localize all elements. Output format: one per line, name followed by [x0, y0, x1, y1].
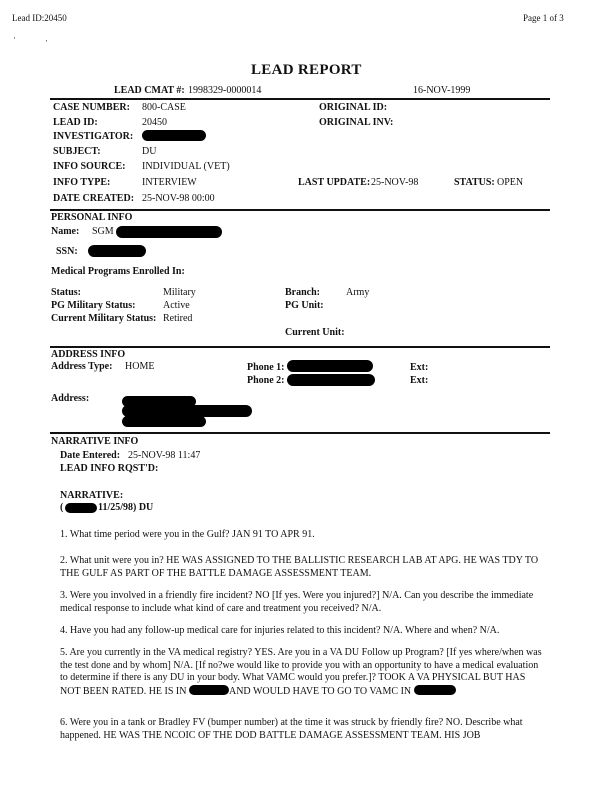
redaction-block	[142, 130, 206, 141]
narrative-question-5-end: TO VAMC IN	[353, 685, 412, 697]
header-lead-id: Lead ID:20450	[12, 13, 67, 23]
narrative-date: 11/25/98) DU	[98, 502, 154, 513]
divider	[50, 346, 550, 348]
original-inv-label: ORIGINAL INV:	[319, 117, 394, 128]
subject-value: DU	[142, 146, 157, 157]
status-value: Military	[163, 287, 196, 298]
info-type-label: INFO TYPE:	[53, 177, 111, 188]
report-date: 16-NOV-1999	[413, 85, 471, 96]
lead-id-value: 20450	[142, 117, 167, 128]
current-military-status-value: Retired	[163, 313, 193, 324]
date-entered-label: Date Entered:	[60, 450, 121, 461]
narrative-question-2: 2. What unit were you in? HE WAS ASSIGNED TO THE BALLISTIC RESEARCH LAB AT APG. HE WAS TDY TO THE GULF AS PART OF THE BATTLE DAMAGE ASSESSMENT TEAM.	[60, 555, 539, 579]
info-source-label: INFO SOURCE:	[53, 161, 126, 172]
narrative-question-1: 1. What time period were you in the Gulf? JAN 91 TO APR 91.	[60, 529, 315, 540]
ext2-label: Ext:	[410, 375, 429, 386]
date-created-value: 25-NOV-98 00:00	[142, 193, 215, 204]
divider	[50, 432, 550, 434]
address-type-label: Address Type:	[51, 361, 113, 372]
status-label: STATUS:	[454, 177, 495, 188]
pg-unit-label: PG Unit:	[285, 300, 324, 311]
narrative-question-5-text: 5. Are you currently in the VA medical registry? YES. Are you in a VA DU Follow up Program? [If yes where/when was the test done and by whom] N/A. [If no?we would like to provide you with an opportunity to have a medical evaluation to determine if there is any DU in your body. What VAMC would you prefer.]? TOOK A VA PHYSICAL BUT HAS NOT BEEN RATED. HE IS IN	[60, 647, 542, 697]
lead-info-rqstd-label: LEAD INFO RQST'D:	[60, 463, 159, 474]
last-update-value: 25-NOV-98	[371, 177, 419, 188]
narrative-question-6: 6. Were you in a tank or Bradley FV (bumper number) at the time it was struck by friendly fire? NO. Describe what happened. HE WAS THE NCOIC OF THE DOD BATTLE DAMAGE ASSESSMENT TEAM. HIS JOB	[60, 717, 523, 741]
section-heading: NARRATIVE INFO	[51, 436, 139, 447]
redaction-block	[65, 503, 97, 513]
case-number-label: CASE NUMBER:	[53, 102, 130, 113]
address-label: Address:	[51, 393, 90, 404]
address-type-value: HOME	[125, 361, 155, 372]
pg-military-status-value: Active	[163, 300, 190, 311]
narrative-question-5	[60, 647, 542, 698]
date-created-label: DATE CREATED:	[53, 193, 135, 204]
ssn-label: SSN:	[56, 246, 78, 257]
divider	[50, 98, 550, 100]
section-heading: PERSONAL INFO	[51, 212, 133, 223]
redaction-block	[88, 245, 146, 257]
medical-programs-label: Medical Programs Enrolled In:	[51, 266, 185, 277]
status-value: OPEN	[497, 177, 524, 188]
branch-value: Army	[346, 287, 370, 298]
redaction-block	[116, 226, 222, 238]
name-prefix: SGM	[92, 226, 114, 237]
narrative-open-paren: (	[60, 502, 64, 513]
redaction-block	[287, 374, 375, 386]
stray-mark: ·	[13, 33, 16, 43]
investigator-label: INVESTIGATOR:	[53, 131, 134, 142]
cmat-value: 1998329-0000014	[188, 85, 262, 96]
case-number-value: 800-CASE	[142, 102, 186, 113]
name-label: Name:	[51, 226, 80, 237]
redaction-block	[122, 416, 206, 427]
phone1-label: Phone 1:	[247, 362, 285, 373]
section-heading: ADDRESS INFO	[51, 349, 126, 360]
redaction-block	[414, 685, 456, 695]
page-title: LEAD REPORT	[251, 62, 362, 78]
lead-id-label: LEAD ID:	[53, 117, 98, 128]
date-entered-value: 25-NOV-98 11:47	[128, 450, 201, 461]
info-source-value: INDIVIDUAL (VET)	[142, 161, 230, 172]
last-update-label: LAST UPDATE:	[298, 177, 371, 188]
subject-label: SUBJECT:	[53, 146, 101, 157]
cmat-label: LEAD CMAT #:	[114, 85, 185, 96]
status-label: Status:	[51, 287, 82, 298]
current-unit-label: Current Unit:	[285, 327, 345, 338]
divider	[50, 209, 550, 211]
ext1-label: Ext:	[410, 362, 429, 373]
original-id-label: ORIGINAL ID:	[319, 102, 388, 113]
branch-label: Branch:	[285, 287, 320, 298]
current-military-status-label: Current Military Status:	[51, 313, 157, 324]
narrative-label: NARRATIVE:	[60, 490, 124, 501]
stray-mark: ·	[45, 36, 48, 46]
narrative-question-5-cont: AND WOULD HAVE TO GO	[228, 685, 352, 697]
pg-military-status-label: PG Military Status:	[51, 300, 136, 311]
narrative-question-4: 4. Have you had any follow-up medical care for injuries related to this incident? N/A. Where and when? N/A.	[60, 625, 500, 636]
phone2-label: Phone 2:	[247, 375, 285, 386]
narrative-question-3: 3. Were you involved in a friendly fire incident? NO [If yes. Were you injured?] N/A. Can you describe the immediate medical response to include what kind of care and treatment you received? N/A.	[60, 590, 534, 614]
redaction-block	[189, 685, 229, 695]
redaction-block	[287, 360, 373, 372]
page-number: Page 1 of 3	[523, 13, 564, 23]
info-type-value: INTERVIEW	[142, 177, 197, 188]
